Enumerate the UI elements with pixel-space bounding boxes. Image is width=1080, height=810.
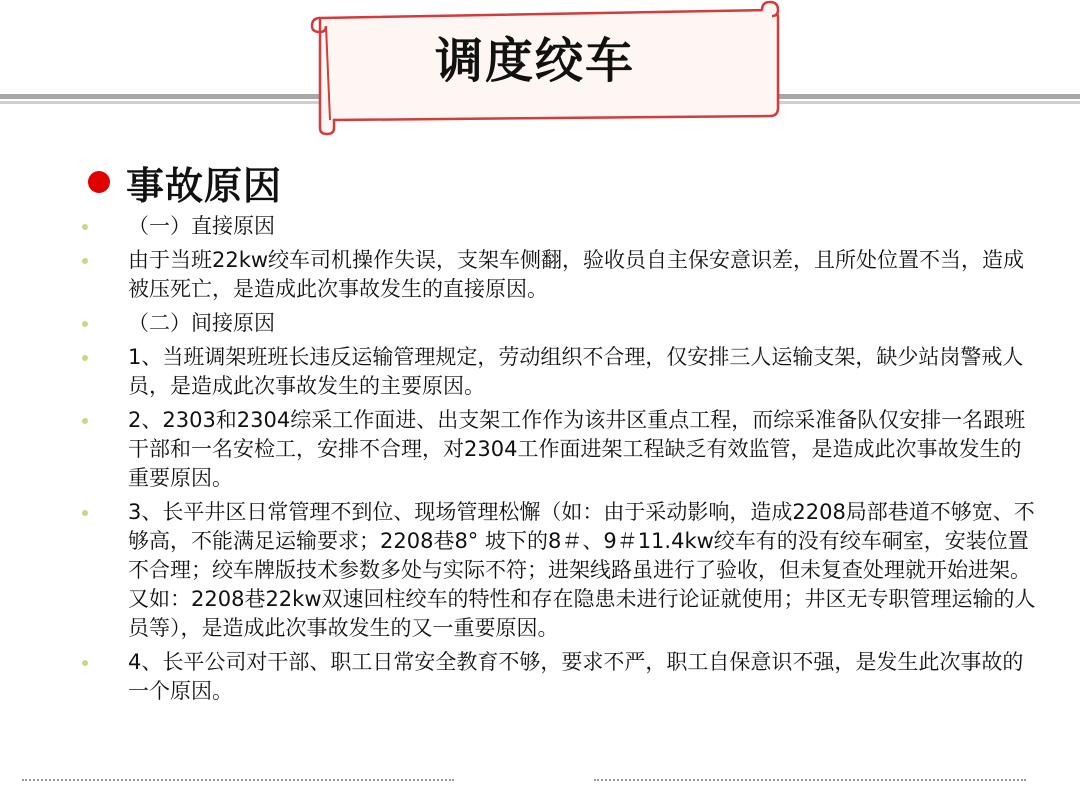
list-item xyxy=(82,406,1042,493)
list-item xyxy=(82,498,1042,643)
list-item xyxy=(82,343,1042,401)
bullet-icon xyxy=(82,510,88,516)
list-item-text: 由于当班22kw绞车司机操作失误，支架车侧翻，验收员自主保安意识差，且所处位置不当，造成被压死亡，是造成此次事故发生的直接原因。 xyxy=(128,248,1025,301)
list-item xyxy=(82,309,1042,338)
content-list xyxy=(82,212,1042,711)
section-heading xyxy=(88,156,282,208)
list-item-text: 1、当班调架班班长违反运输管理规定，劳动组织不合理，仅安排三人运输支架，缺少站岗警戒人员，是造成此次事故发生的主要原因。 xyxy=(128,345,1024,398)
footer-divider-right xyxy=(594,779,1026,781)
slide-title: 调度绞车 xyxy=(434,33,635,89)
list-item-text: 2、2303和2304综采工作面进、出支架工作作为该井区重点工程，而综采准备队仅安排一名跟班干部和一名安检工，安排不合理，对2304工作面进架工程缺乏有效监管，是造成此次事故发生的重要原因。 xyxy=(128,408,1026,490)
list-item xyxy=(82,648,1042,706)
bullet-icon xyxy=(82,418,88,424)
list-item-text: （二）间接原因 xyxy=(128,311,275,335)
bullet-icon xyxy=(82,660,88,666)
bullet-icon xyxy=(82,355,88,361)
bullet-icon xyxy=(82,224,88,230)
list-item-text: （一）直接原因 xyxy=(128,214,275,238)
section-heading-text: 事故原因 xyxy=(126,163,283,208)
list-item xyxy=(82,246,1042,304)
heading-bullet-icon xyxy=(88,171,110,193)
list-item-text: 3、长平井区日常管理不到位、现场管理松懈（如：由于采动影响，造成2208局部巷道不够宽、不够高，不能满足运输要求；2208巷8° 坡下的8＃、9＃11.4kw绞车有的没有绞车硐室，安装位置不合理；绞车牌版技术参数多处与实际不符；进架线路虽进行了验收，但未复查处理就开始进架。又如：2208巷22kw双速回柱绞车的特性和存在隐患未进行论证就使用；井区无专职管理运输的人员等），是造成此次事故发生的又一重要原因。 xyxy=(128,500,1036,640)
list-item xyxy=(82,212,1042,241)
bullet-icon xyxy=(82,321,88,327)
list-item-text: 4、长平公司对干部、职工日常安全教育不够，要求不严，职工自保意识不强，是发生此次事故的一个原因。 xyxy=(128,650,1024,703)
bullet-icon xyxy=(82,258,88,264)
footer-divider-left xyxy=(22,779,454,781)
